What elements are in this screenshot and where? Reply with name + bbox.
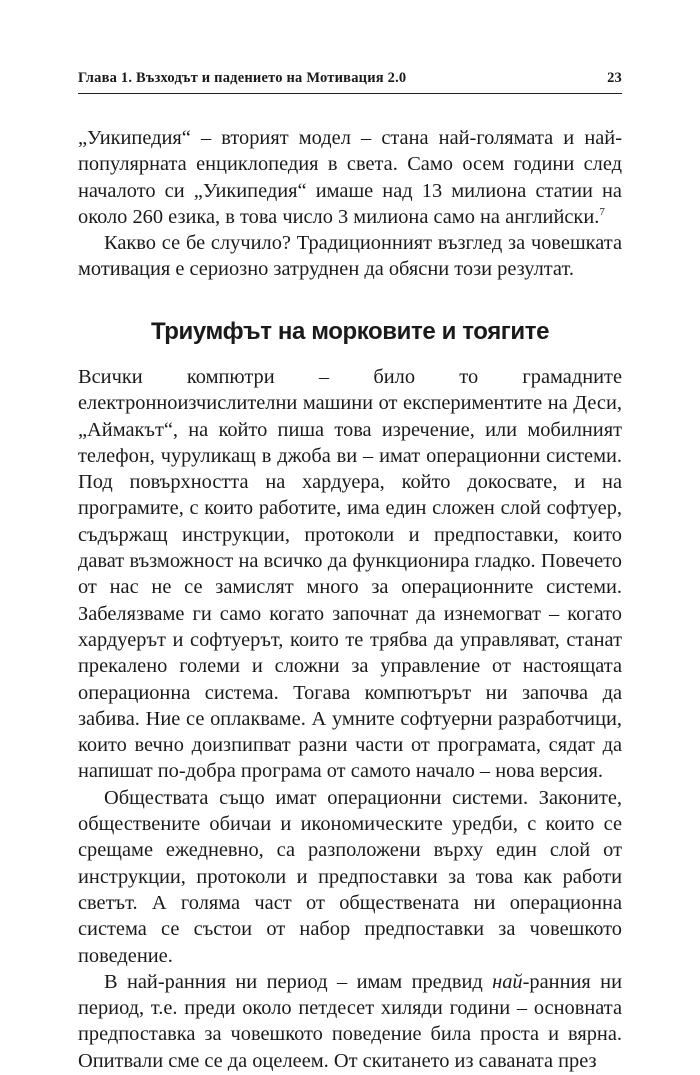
chapter-title: Глава 1. Възходът и падението на Мотивация 2.0 (78, 70, 407, 86)
section-paragraph-3-start: В най-ранния ни период – имам предвид (104, 970, 493, 993)
running-header (78, 70, 622, 92)
section-body (78, 364, 622, 1074)
section-paragraph-3-end: -ранния ни период, т.е. преди около петдесет хиляди години – основната предпоставка за човешкото поведение била проста и вярна. Опитвали сме се да оцелеем. От скитането из саваната през (78, 970, 622, 1072)
header-rule (78, 93, 622, 94)
intro-paragraph-2: Какво се бе случило? Традиционният възглед за човешката мотивация е сериозно затруднен да обясни този резултат. (78, 232, 622, 281)
footnote-marker: 7 (599, 206, 605, 219)
intro-paragraph-1-text: „Уикипедия“ – вторият модел – стана най-голямата и най-популярната енциклопедия в света. Само осем години след началото си „Уикипедия“ имаше над 13 милиона статии на около 260 езика, в това число 3 милиона само на английски. (78, 127, 622, 228)
section-paragraph-2: Обществата също имат операционни системи. Законите, обществените обичаи и икономическите уредби, с които се срещаме ежедневно, са разположени върху един слой от инструкции, протоколи и предпоставки за това как работи светът. А голяма част от обществената ни операционна система се състои от набор предпоставки за човешкото поведение. (78, 786, 622, 967)
section-paragraph-3 (78, 969, 622, 1074)
section-heading: Триумфът на морковите и тоягите (150, 318, 550, 345)
page-number: 23 (607, 70, 622, 86)
intro-paragraph-1 (78, 125, 622, 230)
intro-text (78, 125, 622, 283)
section-paragraph-1: Всички компютри – било то грамадните електронноизчислителни машини от експериментите на Деси, „Аймакът“, на който пиша това изречение, или мобилният телефон, чуруликащ в джоба ви – имат операционни системи. Под повърхността на хардуера, който докосвате, и на програмите, с които работите, има един сложен слой софтуер, съдържащ инструкции, протоколи и предпоставки, които дават възможност на всичко да функционира гладко. Повечето от нас не се замислят много за операционните системи. Забелязваме ги само когато започнат да изнемогват – когато хардуерът и софтуерът, които те трябва да управляват, станат прекалено големи и сложни за управление от настоящата операционна система. Тогава компютърът ни започва да забива. Ние се оплакваме. А умните софтуерни разработчици, които вечно доизпипват разни части от програмата, сядат да напишат по-добра програма от самото начало – нова версия. (78, 366, 622, 783)
emphasized-word: най (492, 970, 523, 993)
